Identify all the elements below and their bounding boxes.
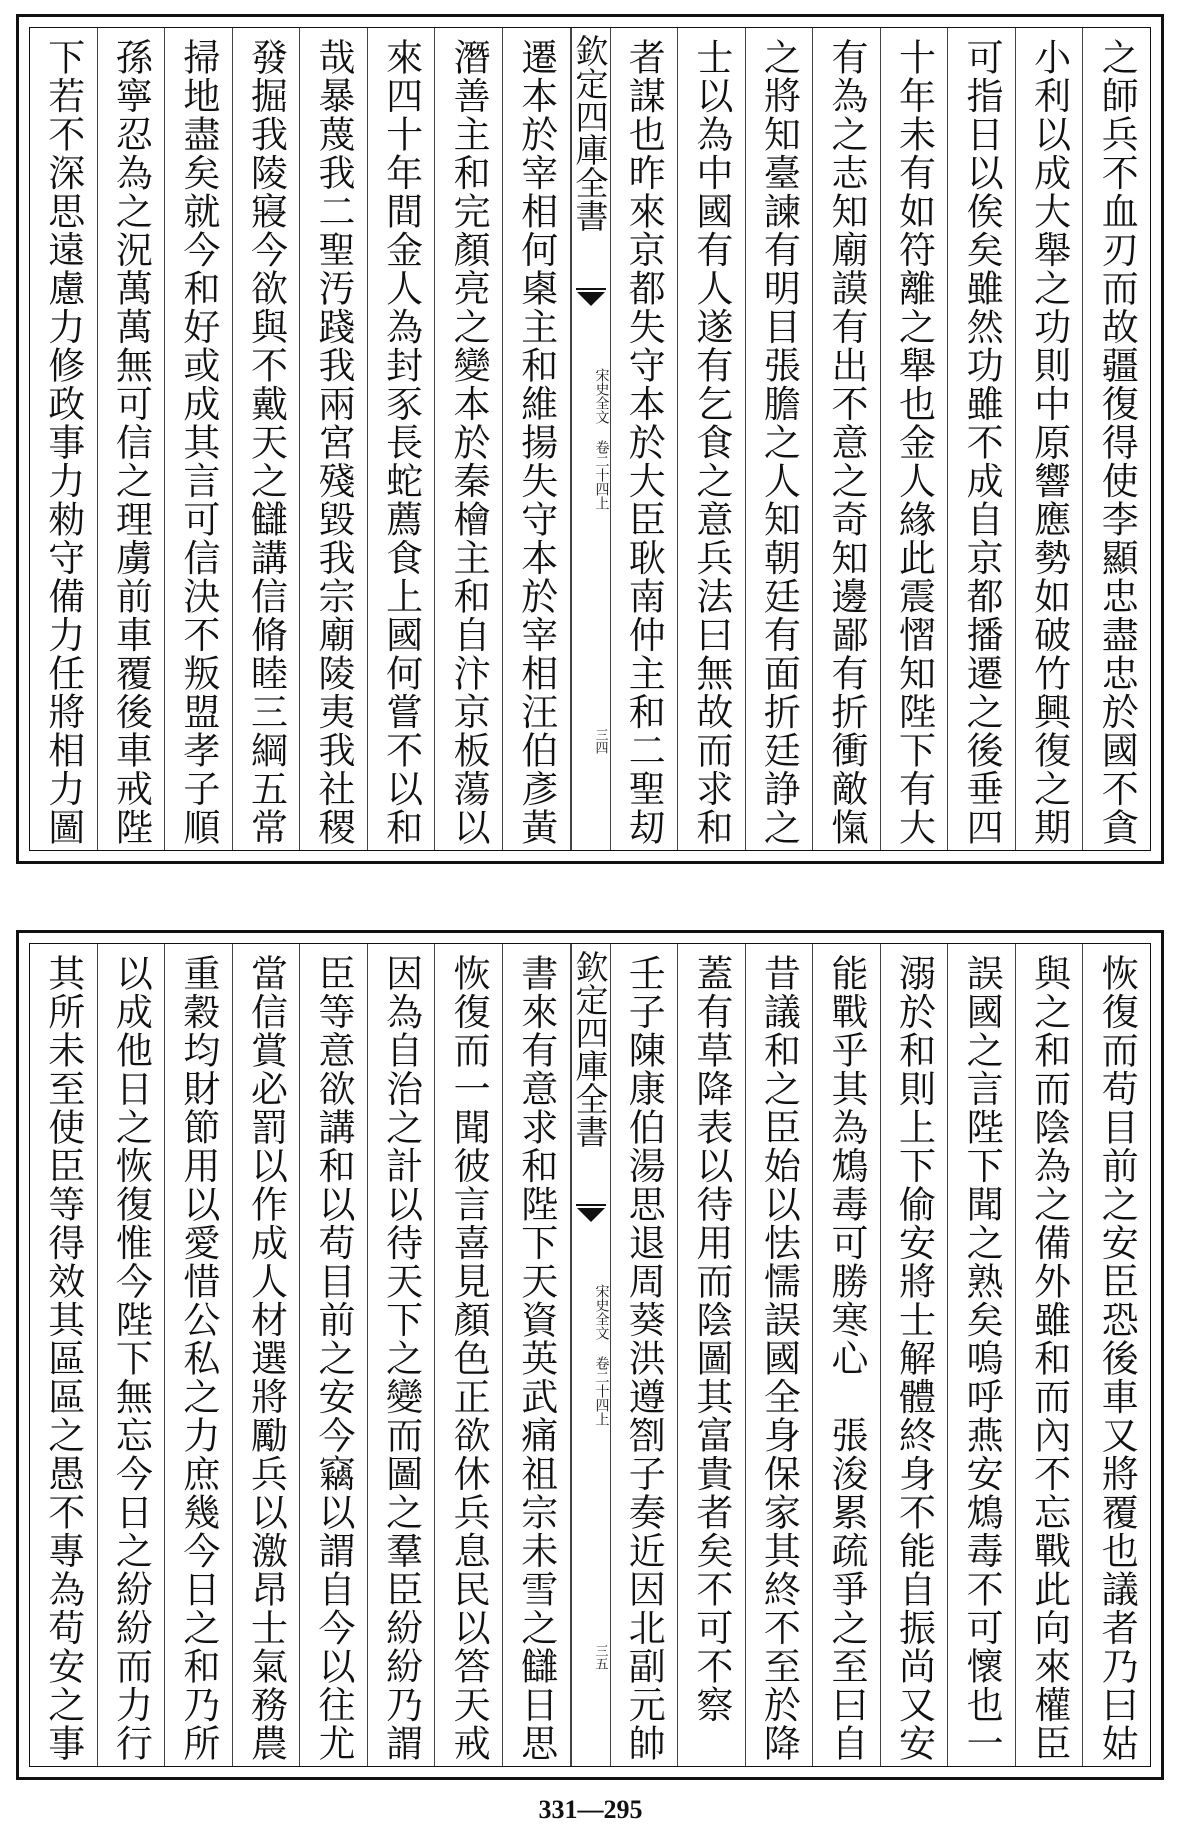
top-text-columns	[30, 28, 1150, 850]
book-title: 欽定四庫全書	[570, 34, 610, 232]
column-text: 十年未有如符離之舉也金人緣此震慴知陛下有大	[892, 38, 936, 847]
column-text: 因為自治之計以待天下之變而圖之羣臣紛紛乃謂	[379, 954, 423, 1763]
text-column	[435, 944, 503, 1766]
text-column	[503, 944, 571, 1766]
text-column	[746, 28, 814, 850]
column-text: 下若不深思遠慮力修政事力勑守備力任將相力圖	[41, 38, 85, 847]
column-text: 書來有意求和陛下天資英武痛祖宗未雪之讎日思	[514, 954, 558, 1763]
page-number: 三四	[592, 728, 608, 754]
text-column	[1083, 944, 1150, 1766]
text-column	[611, 28, 679, 850]
column-text: 可指日以俟矣雖然功雖不成自京都播遷之後垂四	[960, 38, 1004, 847]
text-column	[1016, 28, 1084, 850]
text-column	[948, 944, 1016, 1766]
page-footer-number: 331—295	[538, 1795, 643, 1824]
text-column	[98, 28, 166, 850]
text-column	[678, 944, 746, 1766]
column-text: 恢復而苟目前之安臣恐後車又將覆也議者乃曰姑	[1095, 954, 1139, 1763]
text-column	[503, 28, 571, 850]
column-text: 有為之志知廟謨有出不意之奇知邊鄙有折衝敵愾	[824, 38, 868, 847]
column-text: 臣等意欲講和以苟目前之安今竊以謂自今以往尤	[312, 954, 356, 1763]
column-text: 恢復而一聞彼言喜見顏色正欲休兵息民以答天戒	[447, 954, 491, 1763]
column-text: 壬子陳康伯湯思退周葵洪遵劄子奏近因北副元帥	[622, 954, 666, 1763]
column-text: 潛善主和完顏亮之變本於秦檜主和自汴京板蕩以	[447, 38, 491, 847]
text-column	[746, 944, 814, 1766]
text-column	[611, 944, 679, 1766]
text-column	[368, 28, 436, 850]
column-text: 遷本於宰相何㮚主和維揚失守本於宰相汪伯彥黃	[514, 38, 558, 847]
bottom-page-inner-border	[29, 943, 1151, 1767]
column-text: 誤國之言陛下聞之熟矣嗚呼燕安鴆毒不可懷也一	[960, 954, 1004, 1763]
text-column	[813, 28, 881, 850]
text-column	[165, 28, 233, 850]
text-column	[1083, 28, 1150, 850]
text-column	[233, 944, 301, 1766]
page-number: 三五	[592, 1644, 608, 1670]
text-column	[813, 944, 881, 1766]
column-text: 重穀均財節用以愛惜公私之力庶幾今日之和乃所	[176, 954, 220, 1763]
column-text: 與之和而陰為之備外雖和而內不忘戰此向來權臣	[1027, 954, 1071, 1763]
column-text: 蓋有草降表以待用而陰圖其富貴者矣不可不察	[689, 954, 733, 1724]
column-text: 其所未至使臣等得效其區區之愚不專為苟安之事	[41, 954, 85, 1763]
bottom-text-columns	[30, 944, 1150, 1766]
column-text: 孫寧忍為之況萬萬無可信之理虜前車覆後車戒陛	[109, 38, 153, 847]
center-margin-column	[571, 944, 611, 1766]
text-column	[1016, 944, 1084, 1766]
column-text: 哉暴蔑我二聖汚踐我兩宮殘毀我宗廟陵夷我社稷	[312, 38, 356, 847]
text-column	[165, 944, 233, 1766]
volume-label: 宋史全文 卷二十四上	[593, 1284, 610, 1426]
text-column	[948, 28, 1016, 850]
column-text: 之將知臺諫有明目張膽之人知朝廷有面折廷諍之	[757, 38, 801, 847]
volume-label: 宋史全文 卷二十四上	[593, 368, 610, 510]
column-text: 者謀也昨來京都失守本於大臣耿南仲主和二聖刧	[622, 38, 666, 847]
center-margin-column	[571, 28, 611, 850]
top-page-frame	[16, 14, 1164, 864]
text-column	[881, 944, 949, 1766]
text-column	[233, 28, 301, 850]
column-text: 來四十年間金人為封豕長蛇薦食上國何嘗不以和	[379, 38, 423, 847]
column-text: 當信賞必罰以作成人材選將勵兵以激昂士氣務農	[244, 954, 288, 1763]
fishtail-mark-icon	[576, 288, 606, 316]
text-column	[435, 28, 503, 850]
column-text: 士以為中國有人遂有乞食之意兵法曰無故而求和	[689, 38, 733, 847]
column-text: 昔議和之臣始以怯懦誤國全身保家其終不至於降	[757, 954, 801, 1763]
text-column	[678, 28, 746, 850]
fishtail-mark-icon	[576, 1204, 606, 1232]
column-text: 以成他日之恢復惟今陛下無忘今日之紛紛而力行	[109, 954, 153, 1763]
column-text: 掃地盡矣就今和好或成其言可信決不叛盟孝子順	[176, 38, 220, 847]
bottom-page-frame	[16, 930, 1164, 1780]
column-text: 小利以成大舉之功則中原響應勢如破竹興復之期	[1027, 38, 1071, 847]
text-column	[98, 944, 166, 1766]
text-column	[300, 944, 368, 1766]
top-page-inner-border	[29, 27, 1151, 851]
column-text: 溺於和則上下偷安將士解體終身不能自振尚又安	[892, 954, 936, 1763]
text-column	[30, 944, 98, 1766]
book-title: 欽定四庫全書	[570, 950, 610, 1148]
text-column	[881, 28, 949, 850]
text-column	[300, 28, 368, 850]
text-column	[368, 944, 436, 1766]
column-text: 發掘我陵寢今欲與不戴天之讎講信脩睦三綱五常	[244, 38, 288, 847]
text-column	[30, 28, 98, 850]
column-text: 之師兵不血刃而故疆復得使李顯忠盡忠於國不貪	[1095, 38, 1139, 847]
column-text: 能戰乎其為鴆毒可勝寒心 張浚累疏爭之至曰自	[824, 954, 868, 1763]
